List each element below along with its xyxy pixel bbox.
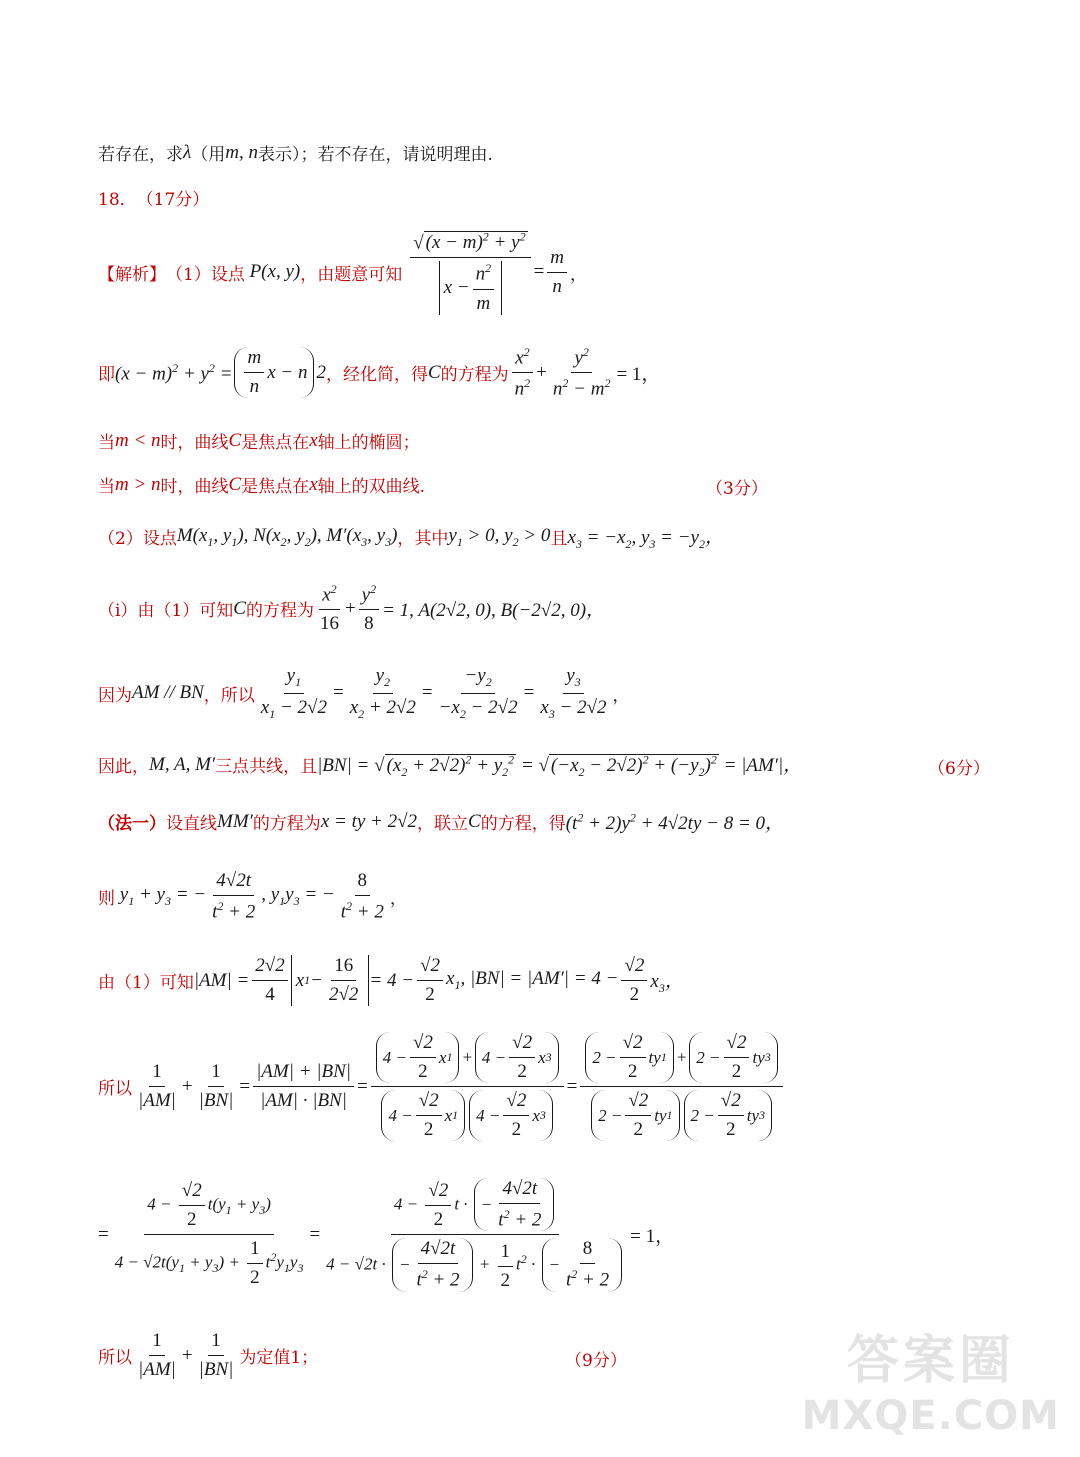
line-collinear: 因此， M, A, M′ 三点共线，且 |BN| = √ $(x_2 + 2√2)^2 + y_2^2$ = √ $(-x_2 - 2√2)^2 + (-y_2)^2 = |AM'|$， [98,752,803,779]
line-simplify: 即 $(x - m)^2 + y^2$ = $\frac{m}{n}$ x − n 2 ，经化简，得 C 的方程为 $\frac{x^2}{n^2}$ + $\frac{y^2}{n^2 - m^2}$ = 1， [98,345,661,400]
line-vieta: 则 $y_1 + y_3$ = − $\frac{4√2t}{t^2 + 2}$ , $y_1y_3$ = − $\frac{8}{t^2 + 2}$ ， [98,870,407,923]
line-parallel: 因为 AM // BN ，所以 $\frac{y_1}{x_1 - 2√2}$ = $\frac{y_2}{x_2 + 2√2}$ = $\frac{-y_2}{-x_2 - 2√2}$ = $\frac{y_3}{x_3 - 2√2}$ ， [98,665,630,721]
line-ellipse-equation: （i）由（1）可知 C 的方程为 $\frac{x^2}{16}$ + $\frac{y^2}{8}$ = 1, A(2√2, 0), B(−2√2, 0)， [98,582,606,635]
line-part2-setup: （2）设点 $M(x_1$, $y_1$), $N(x_2$, $y_2$), $M'(x_3$, $y_3$) ，其中 $y_1 > 0$, $y_2 > 0$ 且 $x_3 = -x_2$, $y_3 = -y_2$， [98,524,724,551]
score-9: （9分） [565,1351,627,1371]
ratio-fraction: √ $(x - m)^2 + y^2$ x − $\frac{n^2}{m}$ [410,230,530,315]
question-18-header: 18． （17分） [98,190,210,210]
score-3: （3分） [706,479,768,499]
line-method-one: （法一） 设直线 MM′ 的方程为 x = ty + 2√2 ，联立 C 的方程，得 $(t^2 + 2)y^2 + 4√2ty - 8 = 0$， [98,810,785,834]
line-hyperbola-case: 当 m > n 时，曲线 C 是焦点在 x 轴上的双曲线. [98,473,426,497]
line-substitution: = 4 − $\frac{√2}{2}$ $t(y_1 + y_3)$ $4 - √2t(y_1 + y_3)$ + $\frac{1}{2}$ $t^2y_1y_3$ = 4 − $\frac{√2}{2}$ t · − $\frac{4√2t}{t^2 + 2}$ 4 − √2t · − $\frac{4√2t}{t^2 + 2}$ + $\frac{1}{2}$ $t^2$ · − $\frac{8}{t^2 + 2}$ = 1， [98,1178,675,1291]
line-part1-setup: 【解析】 （1）设点 P(x, y) ，由题意可知 √ $(x - m)^2 + y^2$ x − $\frac{n^2}{m}$ = $\frac{m}{n}$ ， [98,230,588,314]
watermark-logo: 答案圈 MXQE.COM [801,1331,1060,1439]
score-6: （6分） [928,759,990,779]
line-question-tail: 若存在，求 λ （用 m, n 表示）；若不存在，请说明理由. [98,141,493,165]
line-sum-reciprocals: 所以 $\frac{1}{|AM|}$ + $\frac{1}{|BN|}$ = $\frac{|AM| + |BN|}{|AM| \cdot |BN|}$ = 4 − $\frac{√2}{2}$ x 1 + 4 − $\frac{√2}{2}$ x 3 4 − $\frac{√2}{2}$ x 1 4 − $\frac{√2}{2}$ x 3 = 2 − $\frac{√2}{2}$ ty 1 + 2 − $\frac{√2}{2}$ ty 3 2 − $\frac{√2}{2}$ ty 1 2 − $\frac{√2}{2}$ ty 3 [98,1032,786,1141]
line-distances: 由（1）可知 |AM| = $\frac{2√2}{4}$ x 1 − $\frac{16}{2√2}$ = 4 − $\frac{√2}{2}$ $x_1$, |BN| = |AM′| = 4 − $\frac{√2}{2}$ $x_3$， [98,955,684,1005]
line-ellipse-case: 当 m < n 时，曲线 C 是焦点在 x 轴上的椭圆； [98,429,420,453]
line-conclusion: 所以 $\frac{1}{|AM|}$ + $\frac{1}{|BN|}$ 为定值1； [98,1330,319,1380]
